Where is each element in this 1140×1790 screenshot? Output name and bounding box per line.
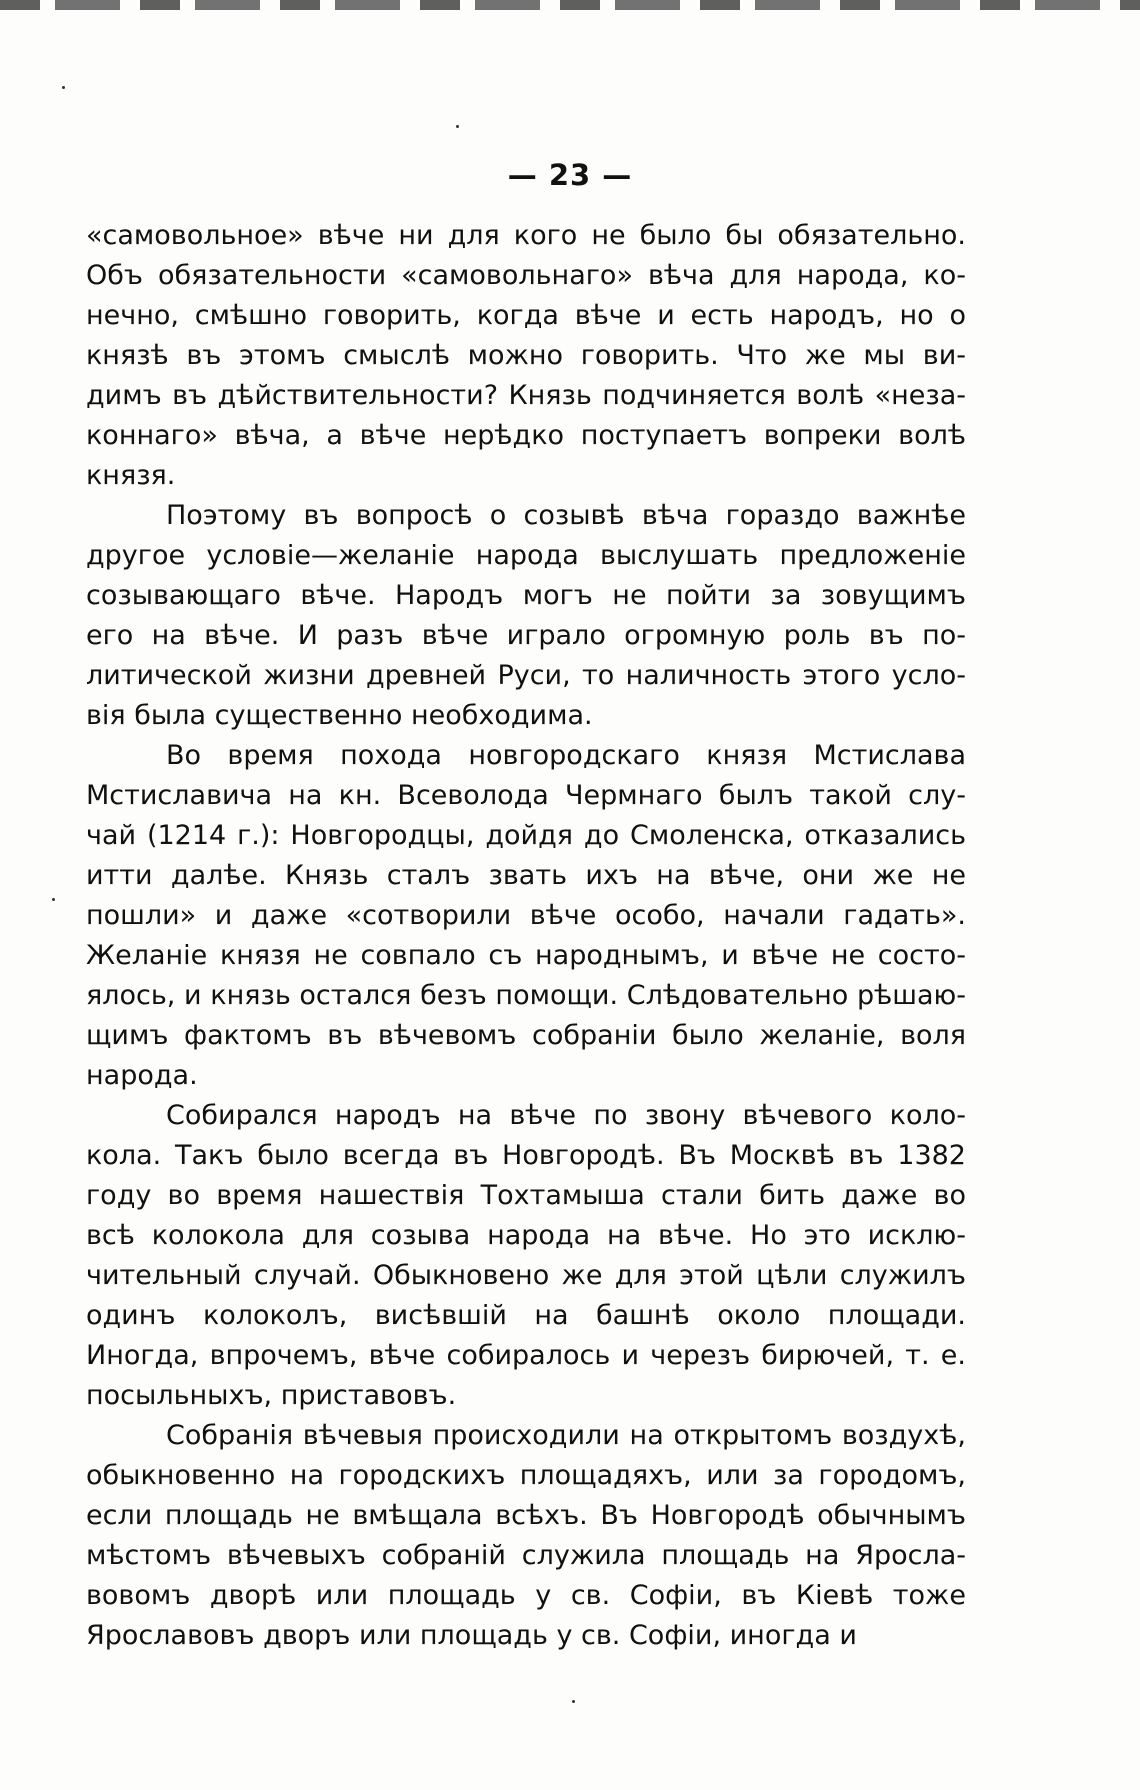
text-line: Собирался народъ на вѣче по звону вѣчевого коло-: [166, 1100, 966, 1131]
text-line: князѣ въ этомъ смыслѣ можно говорить. Что же мы ви-: [86, 340, 966, 371]
text-line: кола. Такъ было всегда въ Новгородѣ. Въ Москвѣ въ 1382: [86, 1140, 966, 1171]
text-line: другое условіе—желаніе народа выслушать предложеніе: [86, 540, 966, 571]
text-line: коннаго» вѣча, а вѣче нерѣдко поступаетъ вопреки волѣ: [86, 420, 966, 451]
scan-speck: [52, 898, 55, 901]
text-line: чай (1214 г.): Новгородцы, дойдя до Смоленска, отказались: [86, 820, 966, 851]
text-line: вовомъ дворѣ или площадь у св. Софіи, въ Кіевѣ тоже: [86, 1580, 966, 1611]
scan-speck: [62, 86, 65, 89]
text-line: Во время похода новгородскаго князя Мстислава: [166, 740, 966, 771]
text-line: чительный случай. Обыкновено же для этой цѣли служилъ: [86, 1260, 966, 1291]
page-body: [86, 216, 966, 1656]
text-line: нечно, смѣшно говорить, когда вѣче и есть народъ, но о: [86, 300, 966, 331]
text-line: Желаніе князя не совпало съ народнымъ, и вѣче не состо-: [86, 940, 966, 971]
text-line: году во время нашествія Тохтамыша стали бить даже во: [86, 1180, 966, 1211]
text-line: Объ обязательности «самовольнаго» вѣча для народа, ко-: [86, 260, 966, 291]
text-line: пошли» и даже «сотворили вѣче особо, начали гадать».: [86, 900, 966, 931]
text-line: посыльныхъ, приставовъ.: [86, 1380, 457, 1411]
text-line: щимъ фактомъ въ вѣчевомъ собраніи было желаніе, воля: [86, 1020, 966, 1051]
text-line: Мстиславича на кн. Всеволода Чермнаго былъ такой слу-: [86, 780, 966, 811]
text-line: Иногда, впрочемъ, вѣче собиралось и черезъ бирючей, т. е.: [86, 1340, 966, 1371]
text-line: ялось, и князь остался безъ помощи. Слѣдовательно рѣшаю-: [86, 980, 966, 1011]
text-line: димъ въ дѣйствительности? Князь подчиняется волѣ «неза-: [86, 380, 966, 411]
paragraph: [86, 1416, 966, 1656]
text-line: литической жизни древней Руси, то наличность этого усло-: [86, 660, 966, 691]
scan-speck: [572, 1700, 575, 1703]
text-line: Поэтому въ вопросѣ о созывѣ вѣча гораздо важнѣе: [166, 500, 966, 531]
paragraph: [86, 1096, 966, 1416]
text-line: одинъ колоколъ, висѣвшій на башнѣ около площади.: [86, 1300, 966, 1331]
text-line: итти далѣе. Князь сталъ звать ихъ на вѣче, они же не: [86, 860, 966, 891]
paragraph: [86, 736, 966, 1096]
paragraph: [86, 216, 966, 496]
text-line: народа.: [86, 1060, 198, 1091]
text-line: его на вѣче. И разъ вѣче играло огромную роль въ по-: [86, 620, 966, 651]
text-line: обыкновенно на городскихъ площадяхъ, или за городомъ,: [86, 1460, 966, 1491]
page-number: — 23 —: [507, 158, 633, 192]
scan-speck: [456, 125, 459, 128]
text-line: если площадь не вмѣщала всѣхъ. Въ Новгородѣ обычнымъ: [86, 1500, 966, 1531]
text-line: созывающаго вѣче. Народъ могъ не пойти за зовущимъ: [86, 580, 966, 611]
text-line: князя.: [86, 460, 176, 491]
scan-edge: [0, 0, 1140, 10]
paragraph: [86, 496, 966, 736]
text-line: Ярославовъ дворъ или площадь у св. Софіи, иногда и: [86, 1620, 857, 1651]
text-line: вія была существенно необходима.: [86, 700, 593, 731]
text-line: всѣ колокола для созыва народа на вѣче. Но это исклю-: [86, 1220, 966, 1251]
text-line: «самовольное» вѣче ни для кого не было бы обязательно.: [86, 220, 966, 251]
text-line: Собранія вѣчевыя происходили на открытомъ воздухѣ,: [166, 1420, 966, 1451]
text-line: мѣстомъ вѣчевыхъ собраній служила площадь на Яросла-: [86, 1540, 966, 1571]
